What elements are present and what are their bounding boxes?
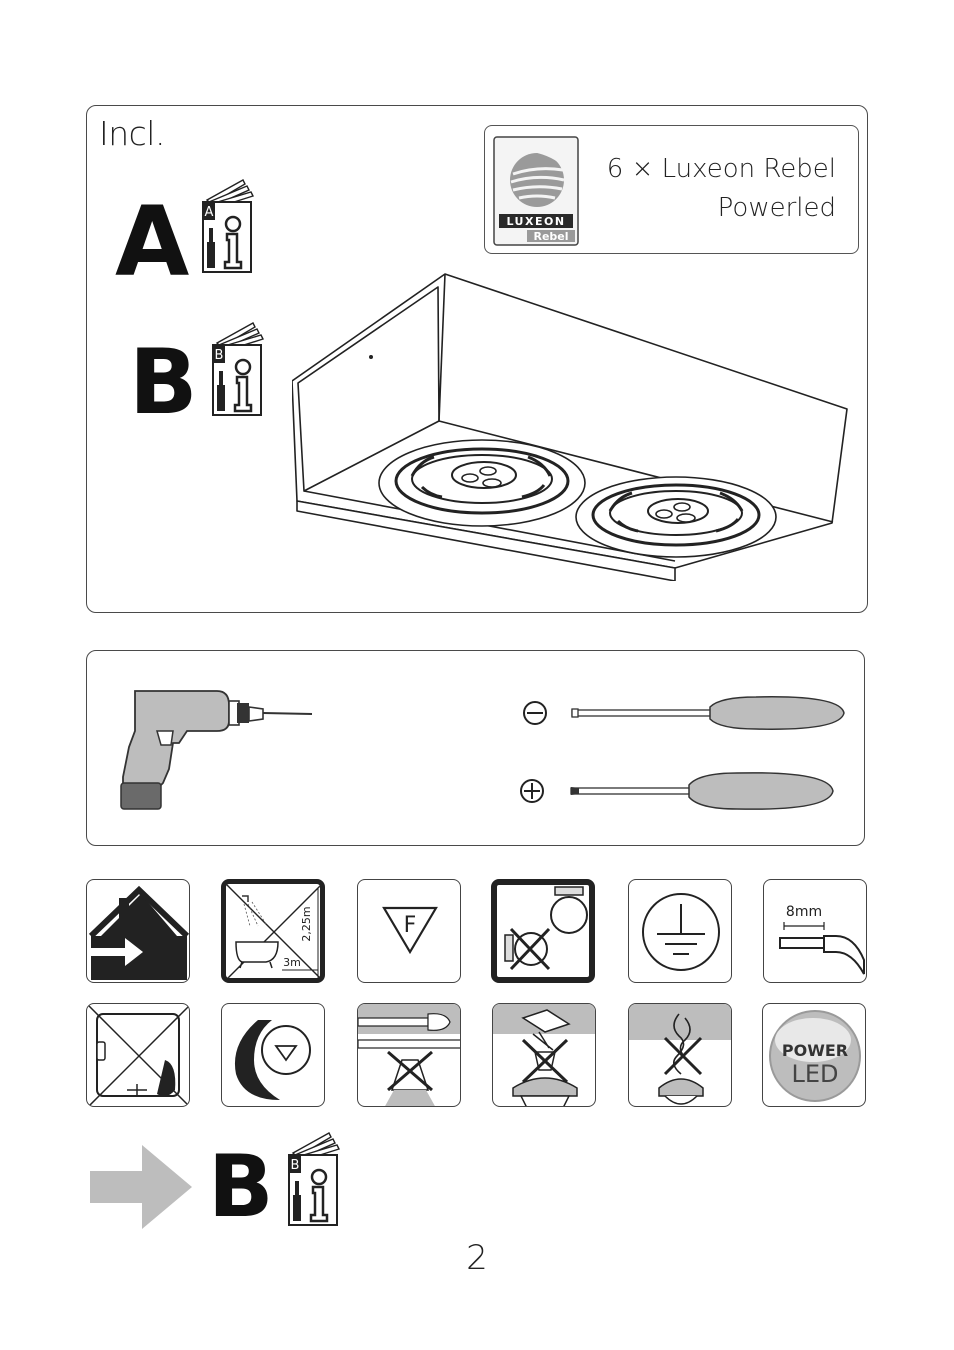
instruction-booklet-icon: [287, 1131, 345, 1229]
f-mark-icon: [357, 879, 461, 983]
strip-length-label: 8mm: [785, 904, 823, 920]
booklet-b-tab-letter: B: [214, 348, 224, 363]
next-step-arrow-icon: [88, 1143, 194, 1231]
power-led-top-label: POWER: [781, 1041, 849, 1060]
wire-strip-length-icon: [763, 879, 867, 983]
luxeon-logo-word: LUXEON: [506, 215, 566, 228]
luxeon-line-1: 6 × Luxeon Rebel: [606, 154, 836, 184]
min-distance-icon: [221, 1003, 325, 1107]
drill-icon: [117, 687, 317, 815]
included-label: Incl.: [99, 114, 165, 153]
page-number: 2: [466, 1238, 488, 1278]
instruction-booklet-icon: [201, 178, 259, 276]
luxeon-info-box: [484, 125, 859, 254]
bathroom-distance-label: 3m: [283, 956, 301, 969]
led-spot-1-icon: [379, 440, 585, 526]
no-twist-mount-icon: [492, 1003, 596, 1107]
no-cable-strain-icon: [357, 1003, 461, 1107]
no-decoration-icon: [628, 1003, 732, 1107]
included-panel: [86, 105, 868, 613]
luxeon-line-2: Powerled: [717, 193, 836, 223]
tools-panel: [86, 650, 865, 846]
next-booklet-letter: B: [208, 1137, 274, 1237]
luxeon-logo-icon: [493, 136, 579, 246]
bathroom-height-label: 2,25m: [300, 906, 313, 942]
luxeon-logo-sub: Rebel: [533, 230, 569, 243]
no-insulation-cover-icon: [86, 1003, 190, 1107]
indoor-use-icon: [86, 879, 190, 983]
luminaire-illustration: [292, 271, 862, 581]
led-spot-2-icon: [576, 477, 776, 557]
f-mark-label: F: [403, 913, 417, 938]
next-booklet-tab-letter: B: [290, 1158, 300, 1173]
phillips-screwdriver-icon: [517, 769, 837, 813]
booklet-a-letter: A: [115, 186, 188, 298]
luxeon-description: [607, 150, 836, 228]
bathroom-zone-icon: [221, 879, 325, 983]
earth-ground-icon: [628, 879, 732, 983]
power-led-badge-icon: [762, 1003, 866, 1107]
booklet-b-letter: B: [129, 330, 198, 435]
flat-screwdriver-icon: [520, 691, 850, 735]
ceiling-only-icon: [491, 879, 595, 983]
power-led-bottom-label: LED: [791, 1060, 839, 1088]
booklet-a-tab-letter: A: [204, 205, 214, 220]
instruction-booklet-icon: [211, 321, 269, 419]
